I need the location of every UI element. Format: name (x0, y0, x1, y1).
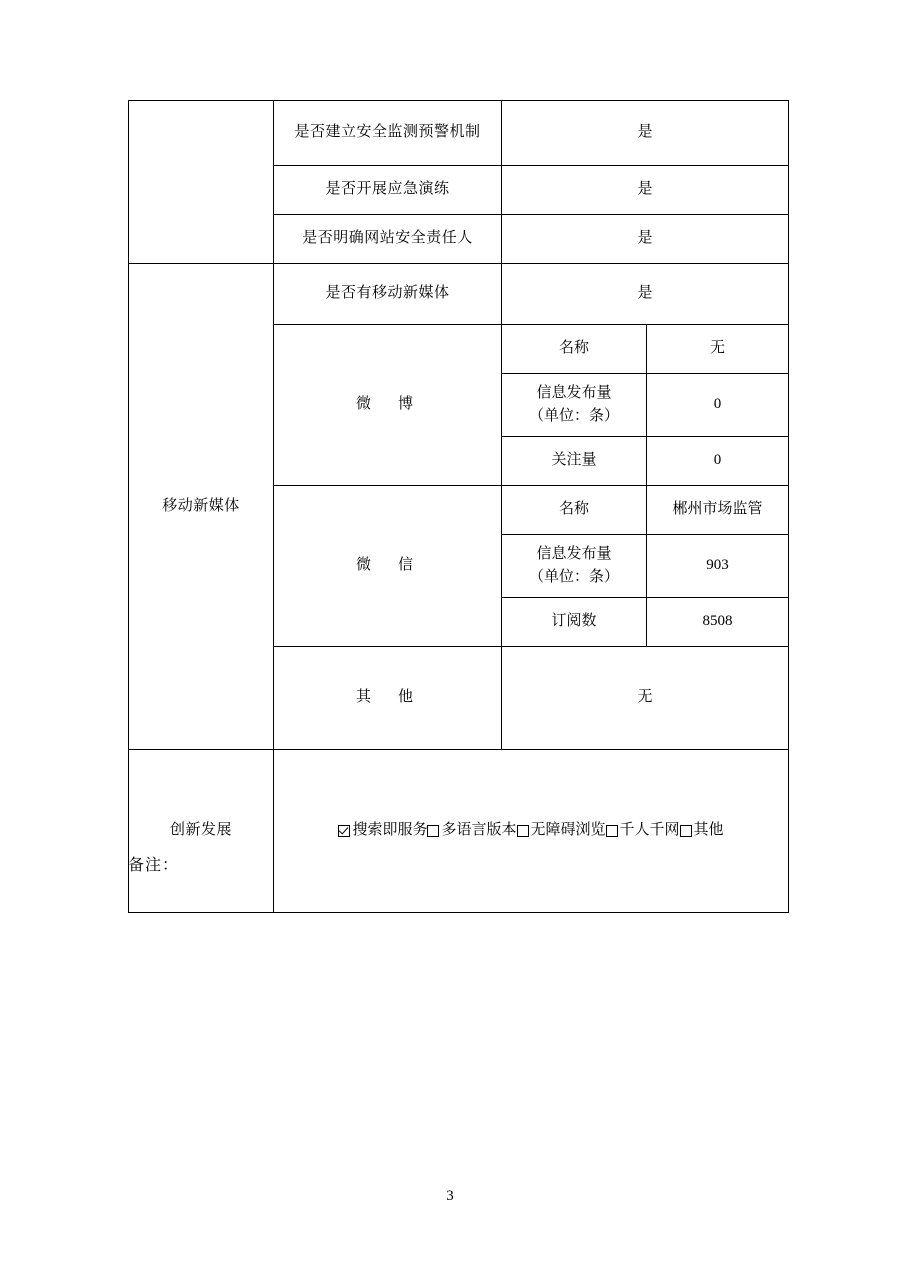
weibo-metric-name-3: 关注量 (502, 437, 647, 486)
security-answer-1: 是 (502, 101, 789, 166)
checkbox-empty-icon[interactable] (517, 825, 529, 837)
checkbox-checked-icon[interactable] (338, 825, 350, 837)
weibo-metric-name-2 (502, 374, 647, 437)
weixin-metric-name-3: 订阅数 (502, 598, 647, 647)
innovation-option-4-label: 千人千网 (619, 822, 680, 839)
weibo-metric-value-1: 无 (647, 325, 789, 374)
other-media-label: 其 他 (274, 647, 502, 750)
innovation-checkbox-row (278, 819, 784, 842)
weibo-metric-value-3: 0 (647, 437, 789, 486)
weibo-label: 微 博 (274, 325, 502, 486)
weibo-metric-name-1: 名称 (502, 325, 647, 374)
security-question-3: 是否明确网站安全责任人 (274, 215, 502, 264)
has-new-media-question: 是否有移动新媒体 (274, 264, 502, 325)
innovation-label: 创新发展 (129, 750, 274, 913)
table-row (129, 264, 789, 325)
weixin-metric-name-2 (502, 535, 647, 598)
table-row (129, 101, 789, 166)
innovation-option-2[interactable] (427, 819, 516, 842)
report-table (128, 100, 789, 913)
page-number: 3 (446, 1188, 454, 1204)
new-media-section-label: 移动新媒体 (129, 264, 274, 750)
innovation-option-1-label: 搜索即服务 (352, 822, 428, 839)
weixin-label: 微 信 (274, 486, 502, 647)
checkbox-empty-icon[interactable] (427, 825, 439, 837)
weixin-metric-value-1: 郴州市场监管 (647, 486, 789, 535)
weibo-metric-name-2-line2: （单位：条） (528, 408, 619, 424)
remark-label: 备注： (128, 857, 180, 874)
weixin-metric-name-1: 名称 (502, 486, 647, 535)
checkbox-empty-icon[interactable] (606, 825, 618, 837)
innovation-option-2-label: 多语言版本 (441, 822, 517, 839)
innovation-option-3-label: 无障碍浏览 (530, 822, 606, 839)
has-new-media-answer: 是 (502, 264, 789, 325)
innovation-option-5-label: 其他 (693, 822, 724, 839)
table-row (129, 750, 789, 913)
security-section-label (129, 101, 274, 264)
security-answer-2: 是 (502, 166, 789, 215)
security-question-2: 是否开展应急演练 (274, 166, 502, 215)
security-answer-3: 是 (502, 215, 789, 264)
innovation-option-1[interactable] (338, 819, 427, 842)
innovation-option-5[interactable] (680, 819, 724, 842)
weixin-metric-name-2-line2: （单位：条） (528, 569, 619, 585)
innovation-option-4[interactable] (606, 819, 680, 842)
security-question-1: 是否建立安全监测预警机制 (274, 101, 502, 166)
weixin-metric-value-3: 8508 (647, 598, 789, 647)
weixin-metric-value-2: 903 (647, 535, 789, 598)
checkbox-empty-icon[interactable] (680, 825, 692, 837)
innovation-option-3[interactable] (517, 819, 606, 842)
weixin-metric-name-2-line1: 信息发布量 (536, 545, 612, 562)
weibo-metric-name-2-line1: 信息发布量 (536, 384, 612, 401)
innovation-options-cell (274, 750, 789, 913)
other-media-value: 无 (502, 647, 789, 750)
weibo-metric-value-2: 0 (647, 374, 789, 437)
